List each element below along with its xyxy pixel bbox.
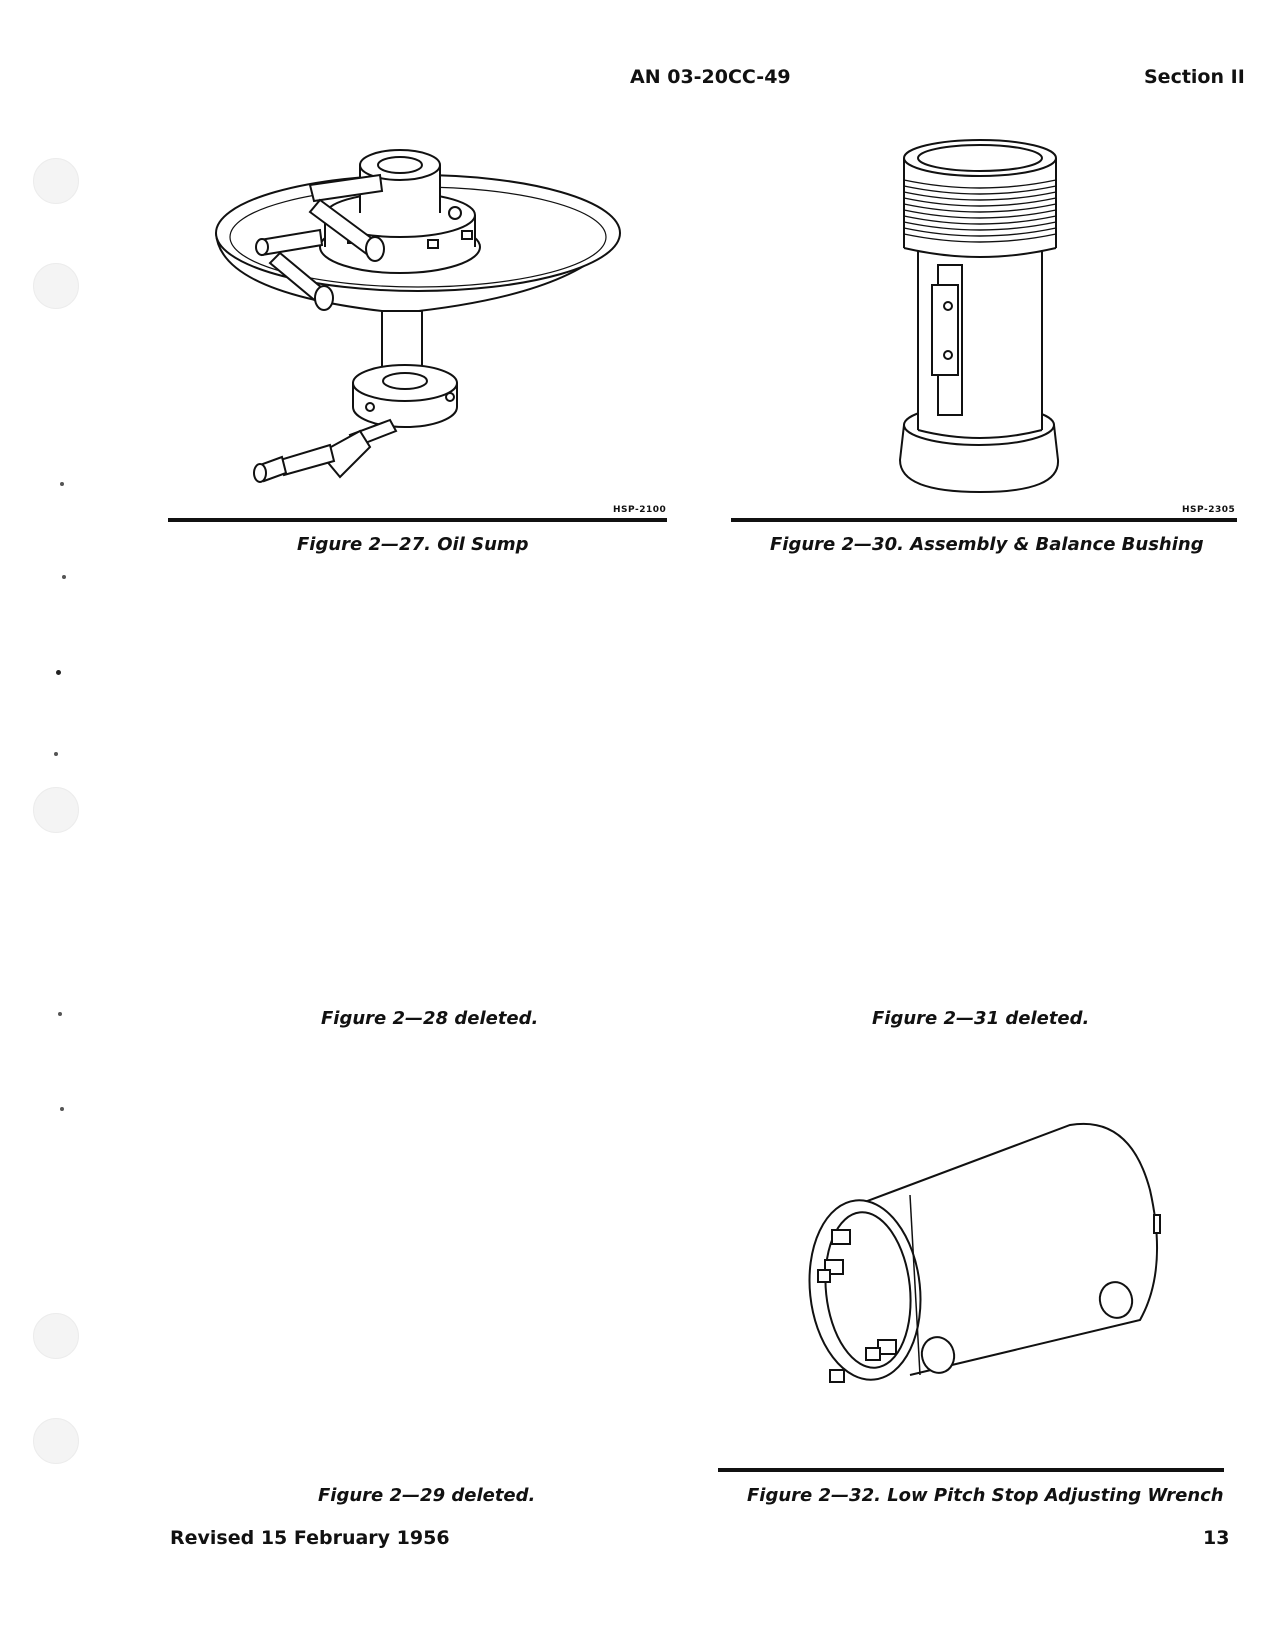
figure-caption: Figure 2—30. Assembly & Balance Bushing — [770, 534, 1204, 555]
section-label: Section II — [1144, 66, 1245, 88]
figure-caption: Figure 2—28 deleted. — [321, 1008, 539, 1029]
figure-caption: Figure 2—32. Low Pitch Stop Adjusting Wrench — [747, 1485, 1224, 1506]
binder-hole — [33, 158, 79, 204]
margin-speck — [60, 482, 64, 486]
figure-caption: Figure 2—27. Oil Sump — [297, 534, 529, 555]
figure-code: HSP-2305 — [1182, 505, 1236, 515]
margin-speck — [62, 575, 66, 579]
figure-code: HSP-2100 — [613, 505, 667, 515]
margin-speck — [60, 1107, 64, 1111]
margin-speck — [54, 752, 58, 756]
margin-speck — [56, 670, 61, 675]
binder-hole — [33, 1418, 79, 1464]
figure-rule — [731, 518, 1237, 522]
adjusting-wrench-illustration — [770, 1120, 1180, 1380]
oil-sump-illustration — [200, 135, 640, 515]
binder-hole — [33, 787, 79, 833]
figure-caption: Figure 2—29 deleted. — [318, 1485, 536, 1506]
document-number: AN 03-20CC-49 — [630, 66, 791, 88]
figure-rule — [168, 518, 667, 522]
figure-caption: Figure 2—31 deleted. — [872, 1008, 1090, 1029]
margin-speck — [58, 1012, 62, 1016]
binder-hole — [33, 263, 79, 309]
binder-hole — [33, 1313, 79, 1359]
figure-rule — [718, 1468, 1224, 1472]
revision-date: Revised 15 February 1956 — [170, 1527, 450, 1549]
page-number: 13 — [1203, 1527, 1230, 1549]
balance-bushing-illustration — [890, 130, 1070, 500]
